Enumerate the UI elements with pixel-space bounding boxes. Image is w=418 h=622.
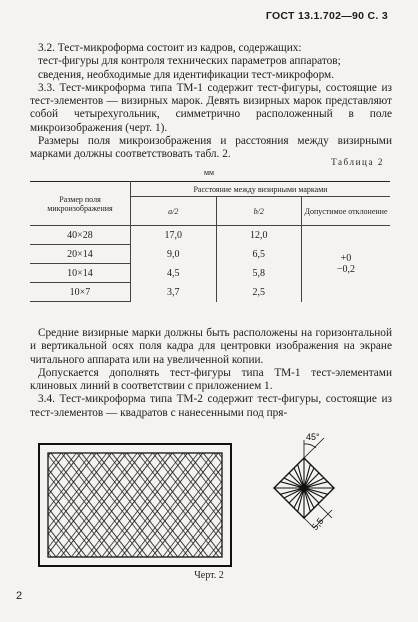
cell-b: 2,5 <box>216 283 302 302</box>
tolerance-plus: +0 <box>340 252 352 264</box>
page-header: ГОСТ 13.1.702—90 С. 3 <box>265 10 388 22</box>
cell-tolerance <box>302 226 391 302</box>
cell-a: 17,0 <box>131 226 217 245</box>
clause-3-3: 3.3. Тест-микроформа типа ТМ-1 содержит тест-фигуры, состоящие из тест-элементов — визирных марок. Девять визирных марок представляют собой четырехугольник, симметрично расположенный в поле микроизображения (черт. 1). <box>30 81 392 134</box>
cell-b: 12,0 <box>216 226 302 245</box>
table-2 <box>30 181 390 302</box>
col-header-b: b/2 <box>216 197 302 226</box>
cell-a: 9,0 <box>131 245 217 264</box>
cell-a: 3,7 <box>131 283 217 302</box>
cell-b: 5,8 <box>216 264 302 283</box>
square-test-element <box>274 458 334 518</box>
col-header-a: a/2 <box>131 197 217 226</box>
sizes-paragraph: Размеры поля микроизображения и расстояния между визирными марками должны соответствовать табл. 2. <box>30 135 392 161</box>
square-test-element-figure <box>256 430 382 540</box>
intro-section <box>30 42 392 162</box>
hatch-layer-b <box>48 453 222 557</box>
dimension-label: 5,5 <box>309 515 326 532</box>
page-number: 2 <box>16 590 23 602</box>
body-section <box>30 327 392 420</box>
middle-marks-paragraph: Средние визирные марки должны быть расположены на горизонтальной и вертикальной осях поля кадра для центровки изображения на экране читального аппарата или на увеличенной копии. <box>30 327 392 366</box>
tolerance-minus: −0,2 <box>336 263 356 275</box>
table-unit: мм <box>203 168 215 177</box>
cell-size: 10×7 <box>30 283 131 302</box>
col-header-tolerance: Допустимое отклонение <box>302 197 391 226</box>
cell-size: 40×28 <box>30 226 131 245</box>
col-header-size: Размер поля микроизображения <box>30 182 131 226</box>
clause-3-2: 3.2. Тест-микроформа состоит из кадров, содержащих: <box>38 42 302 54</box>
table-caption: Таблица 2 <box>331 157 384 167</box>
crosshatch-field-figure <box>38 443 232 567</box>
figure-caption: Черт. 2 <box>194 570 224 581</box>
cell-b: 6,5 <box>216 245 302 264</box>
addition-paragraph: Допускается дополнять тест-фигуры типа ТМ-1 тест-элементами клиновых линий в соответствии с приложением 1. <box>30 366 392 393</box>
angle-label: 45° <box>306 432 320 442</box>
dimension-extension <box>318 504 332 518</box>
clause-3-4: 3.4. Тест-микроформа типа ТМ-2 содержит тест-фигуры, состоящие из тест-элементов — квадратов с нанесенными под пря- <box>30 393 392 419</box>
cell-a: 4,5 <box>131 264 217 283</box>
table-row <box>30 226 390 245</box>
list-item-identification: сведения, необходимые для идентификации тест-микроформ. <box>38 68 335 81</box>
cell-size: 10×14 <box>30 264 131 283</box>
list-item-test-figures: тест-фигуры для контроля технических параметров аппаратов; <box>38 55 341 68</box>
cell-size: 20×14 <box>30 245 131 264</box>
col-header-distance: Расстояние между визирными марками <box>131 182 391 197</box>
